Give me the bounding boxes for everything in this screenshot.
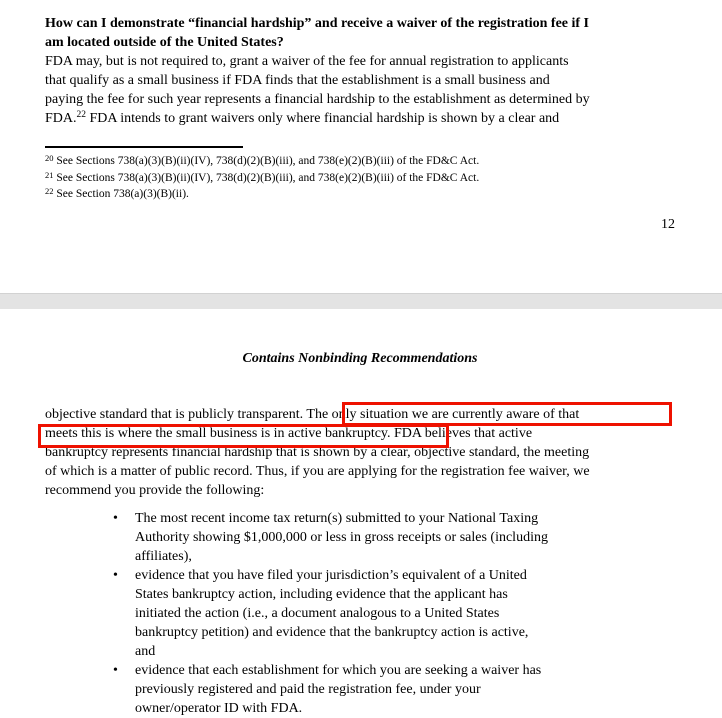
bullet-list bbox=[45, 509, 675, 718]
text-line: Authority showing $1,000,000 or less in gross receipts or sales (including bbox=[135, 529, 548, 545]
text-line: initiated the action (i.e., a document analogous to a United States bbox=[135, 605, 500, 621]
bullet-icon: • bbox=[113, 510, 118, 526]
text-line: of which is a matter of public record. Thus, if you are applying for the registration fee waiver, we bbox=[45, 463, 590, 479]
text-line: affiliates), bbox=[135, 548, 192, 564]
page-break-separator bbox=[0, 293, 722, 309]
text-line: evidence that each establishment for which you are seeking a waiver has bbox=[135, 662, 542, 678]
footnote-number: 22 bbox=[45, 186, 54, 196]
text-line: owner/operator ID with FDA. bbox=[135, 700, 303, 716]
footnotes bbox=[45, 153, 675, 203]
footnote-number: 20 bbox=[45, 153, 54, 163]
text-line: FDA may, but is not required to, grant a waiver of the fee for annual registration to applicants bbox=[45, 54, 569, 69]
text-line bbox=[45, 109, 675, 130]
list-item bbox=[45, 509, 675, 566]
bullet-icon: • bbox=[113, 567, 118, 583]
heading-line: am located outside of the United States? bbox=[45, 35, 284, 50]
list-item-text bbox=[135, 661, 675, 718]
footnote bbox=[45, 170, 675, 187]
text-segment: FDA intends to grant waivers only where financial hardship is shown by a clear and bbox=[86, 111, 560, 126]
pdf-page-13 bbox=[0, 349, 722, 718]
bullet-icon: • bbox=[113, 662, 118, 678]
text-line: paying the fee for such year represents a financial hardship to the establishment as determined by bbox=[45, 92, 590, 107]
text-line: objective standard that is publicly transparent. The only situation we are currently aware of that bbox=[45, 406, 580, 422]
footnote bbox=[45, 153, 675, 170]
list-item-text bbox=[135, 566, 675, 661]
text-line: and bbox=[135, 643, 156, 659]
footnote-number: 21 bbox=[45, 169, 54, 180]
page-number: 12 bbox=[661, 216, 675, 232]
heading-line: How can I demonstrate “financial hardship” and receive a waiver of the registration fee if I bbox=[45, 16, 590, 31]
text-line: meets this is where the small business is in active bankruptcy. FDA believes that active bbox=[45, 425, 533, 441]
pdf-page-12 bbox=[0, 0, 722, 234]
text-line: previously registered and paid the registration fee, under your bbox=[135, 681, 481, 697]
list-item bbox=[45, 661, 675, 718]
text-line: States bankruptcy action, including evidence that the applicant has bbox=[135, 586, 508, 602]
text-line: evidence that you have filed your jurisdiction’s equivalent of a United bbox=[135, 567, 527, 583]
footnote-separator-rule bbox=[45, 146, 243, 148]
body-paragraph bbox=[45, 405, 675, 500]
list-item-text bbox=[135, 509, 675, 566]
text-line: that qualify as a small business if FDA finds that the establishment is a small business and bbox=[45, 73, 550, 88]
footnote bbox=[45, 186, 675, 203]
question-heading bbox=[45, 14, 675, 52]
text-segment: FDA. bbox=[45, 111, 77, 126]
answer-paragraph bbox=[45, 52, 675, 130]
running-header: Contains Nonbinding Recommendations bbox=[242, 350, 478, 366]
footnote-text: See Sections 738(a)(3)(B)(ii)(IV), 738(d)(2)(B)(iii), and 738(e)(2)(B)(iii) of the FD&C Act. bbox=[53, 155, 480, 167]
text-line: bankruptcy represents financial hardship that is shown by a clear, objective standard, the meeting bbox=[45, 444, 590, 460]
text-line: The most recent income tax return(s) submitted to your National Taxing bbox=[135, 510, 539, 526]
footnote-text: See Section 738(a)(3)(B)(ii). bbox=[53, 188, 189, 200]
text-line: recommend you provide the following: bbox=[45, 482, 265, 498]
list-item bbox=[45, 566, 675, 661]
footnote-reference: 22 bbox=[76, 110, 87, 120]
text-line: bankruptcy petition) and evidence that the bankruptcy action is active, bbox=[135, 624, 529, 640]
footnote-text: See Sections 738(a)(3)(B)(ii)(IV), 738(d)(2)(B)(iii), and 738(e)(2)(B)(iii) of the FD&C Act. bbox=[53, 171, 480, 184]
